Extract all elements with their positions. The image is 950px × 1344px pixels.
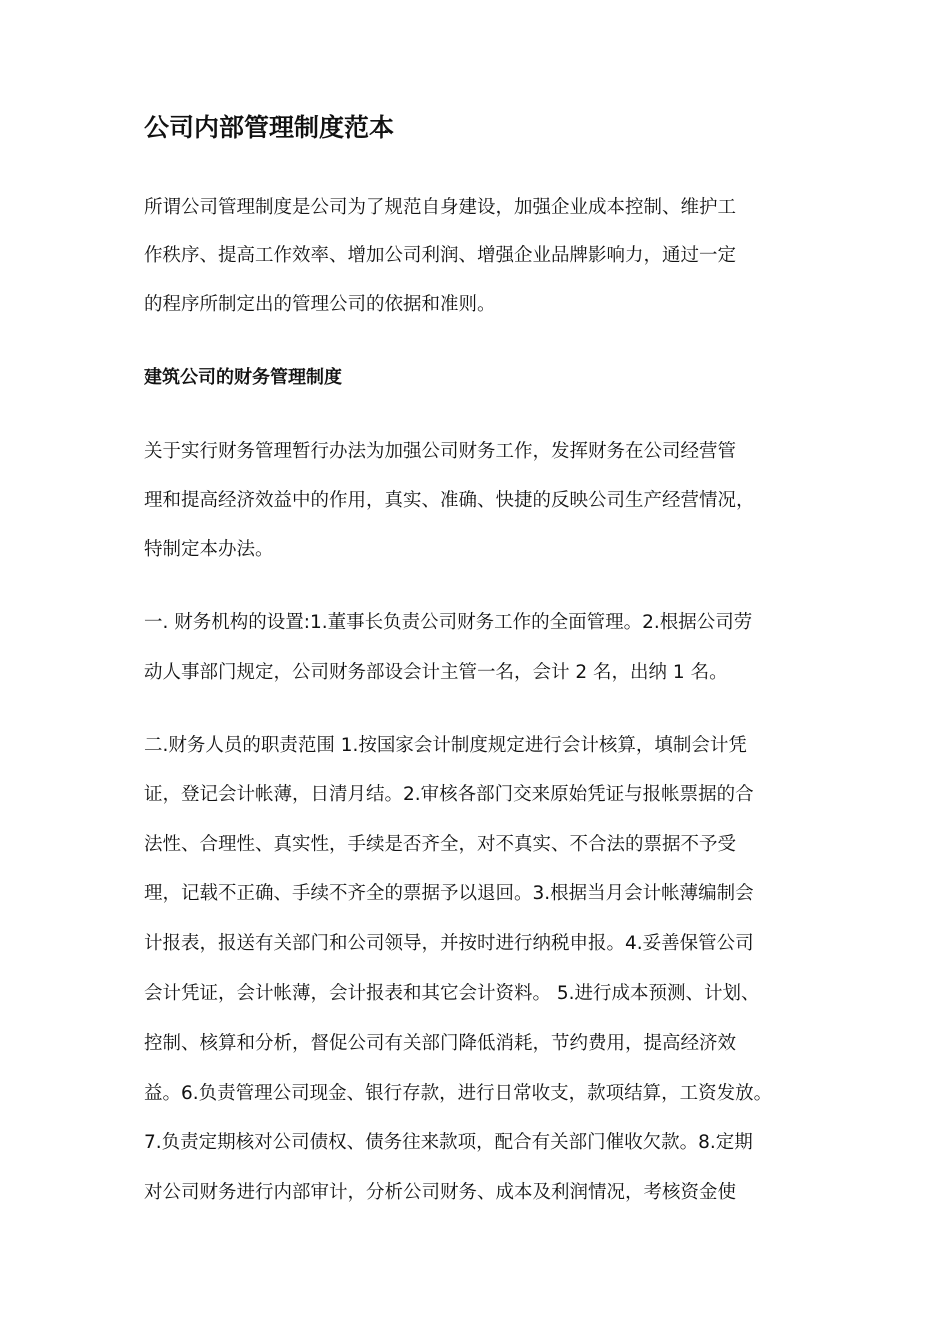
item-two-line: 证，登记会计帐薄，日清月结。2.审核各部门交来原始凭证与报帐票据的合	[144, 784, 754, 805]
intro-line: 作秩序、提高工作效率、增加公司利润、增强企业品牌影响力，通过一定	[144, 245, 737, 266]
section-intro-line: 关于实行财务管理暂行办法为加强公司财务工作，发挥财务在公司经营管	[144, 441, 737, 462]
section-heading: 建筑公司的财务管理制度	[144, 367, 342, 388]
item-two-line: 控制、核算和分析，督促公司有关部门降低消耗，节约费用，提高经济效	[144, 1033, 737, 1054]
item-two-line: 7.负责定期核对公司债权、债务往来款项，配合有关部门催收欠款。8.定期	[144, 1132, 753, 1153]
document-title: 公司内部管理制度范本	[144, 113, 395, 142]
item-two-line: 法性、合理性、真实性，手续是否齐全，对不真实、不合法的票据不予受	[144, 834, 737, 855]
item-two-line: 二.财务人员的职责范围 1.按国家会计制度规定进行会计核算，填制会计凭	[144, 735, 747, 756]
item-two-line: 益。6.负责管理公司现金、银行存款，进行日常收支，款项结算，工资发放。	[144, 1083, 773, 1104]
item-one-line: 动人事部门规定，公司财务部设会计主管一名，会计 2 名，出纳 1 名。	[144, 662, 728, 683]
section-intro-line: 特制定本办法。	[144, 539, 274, 560]
item-one-line: 一. 财务机构的设置:1.董事长负责公司财务工作的全面管理。2.根据公司劳	[144, 612, 753, 633]
item-two-line: 会计凭证，会计帐薄，会计报表和其它会计资料。 5.进行成本预测、计划、	[144, 983, 760, 1004]
section-intro-line: 理和提高经济效益中的作用，真实、准确、快捷的反映公司生产经营情况，	[144, 490, 755, 511]
intro-line: 的程序所制定出的管理公司的依据和准则。	[144, 294, 496, 315]
item-two-line: 理，记载不正确、手续不齐全的票据予以退回。3.根据当月会计帐薄编制会	[144, 883, 754, 904]
intro-line: 所谓公司管理制度是公司为了规范自身建设，加强企业成本控制、维护工	[144, 197, 737, 218]
item-two-line: 计报表，报送有关部门和公司领导，并按时进行纳税申报。4.妥善保管公司	[144, 933, 754, 954]
item-two-line: 对公司财务进行内部审计，分析公司财务、成本及利润情况，考核资金使	[144, 1182, 737, 1203]
